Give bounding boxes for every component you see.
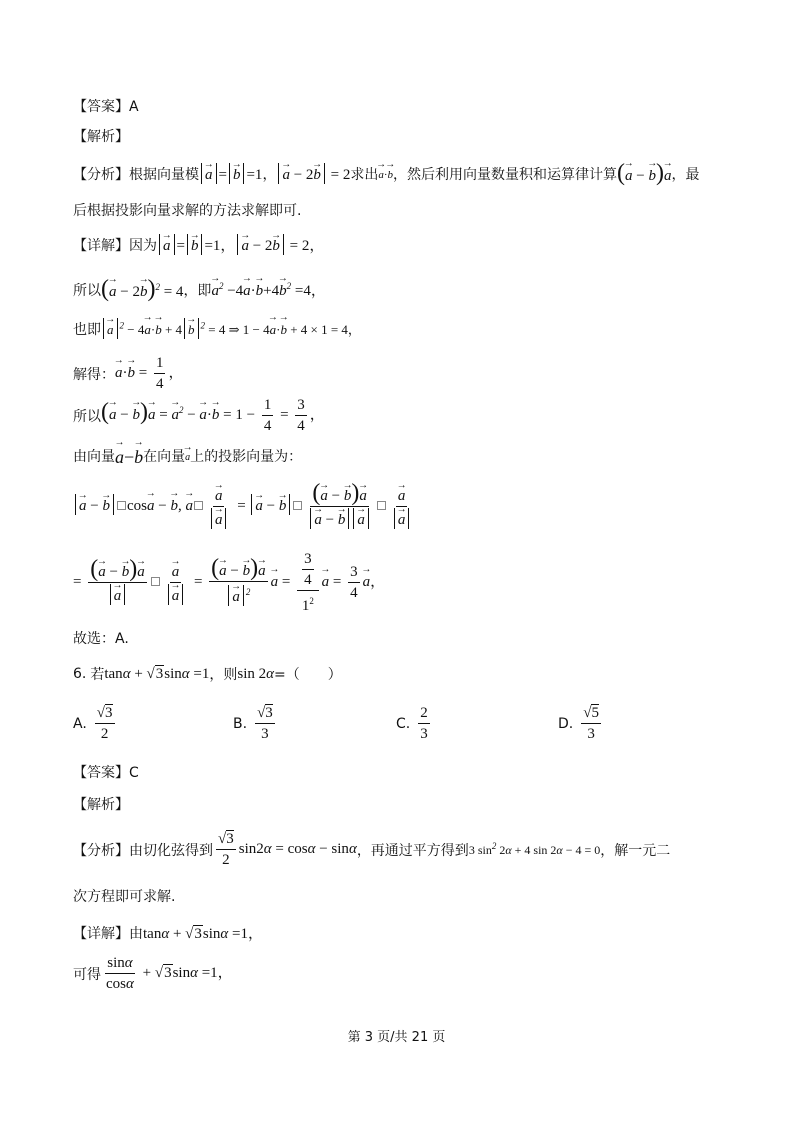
- q5-proj-intro-1: 由向量: [73, 449, 115, 465]
- q5-jiede-label: 解得：: [73, 366, 115, 383]
- q6-option-d-num: 5: [591, 705, 599, 721]
- q6-fenxi-mid: ，再通过平方得到: [356, 842, 469, 859]
- q5-answer: 【答案】A: [73, 99, 139, 115]
- q6-xiangjie-line1: 【详解】由 tanα + √3sinα =1，: [73, 922, 263, 943]
- q5-suoyi2-label: 所以: [73, 408, 101, 425]
- q6-option-b-den: 3: [261, 726, 269, 742]
- q6-stem-ruo: 若: [90, 667, 105, 683]
- q5-guxuan: 故选：A.: [73, 631, 129, 647]
- q5-suoyi-line2: 所以 (→ a − → b)→ a = → $a^2$ − → a·→ b = 1 − $\frac{1}{4}$ = $\frac{3}{4}$ ，: [73, 396, 325, 435]
- q5-fenxi-mid3: ，然后利用向量数量积和运算律计算: [393, 166, 618, 183]
- q6-option-a-den: 2: [100, 726, 109, 742]
- q6-option-b-num: 3: [265, 705, 273, 721]
- q6-fenxi-prefix: 【分析】由切化弦得到: [73, 842, 213, 859]
- q6-option-b: B. $\frac{√3}{3}$: [233, 705, 273, 742]
- q6-stem-end: =（ ）: [274, 667, 342, 683]
- q5-fenxi-prefix: 【分析】根据向量模: [73, 166, 199, 183]
- q6-fenxi-end: ，解一元二: [600, 842, 671, 859]
- q5-yeji-label: 也即: [73, 321, 101, 338]
- q6-option-c: [396, 704, 433, 743]
- q6-fenxi-line2: 次方程即可求解.: [73, 889, 176, 905]
- q6-option-c-letter: C.: [396, 715, 411, 732]
- page-footer: 第 3 页/共 21 页: [347, 1030, 446, 1045]
- q5-fenxi-mid1: ，: [262, 166, 277, 183]
- q6-kede-label: 可得: [73, 966, 101, 983]
- q5-xiangjie-prefix: 【详解】因为: [73, 237, 157, 254]
- q6-option-d-den: 3: [587, 726, 595, 742]
- q6-option-c-den: 3: [420, 726, 428, 742]
- q6-stem-ze: ，则: [209, 667, 238, 683]
- q6-option-a-letter: A.: [73, 715, 87, 732]
- q6-kede-line: 可得 $\frac{\sin\alpha}{\cos\alpha}$ + √3sinα =1，: [73, 955, 233, 992]
- q5-fenxi-line2: 后根据投影向量求解的方法求解即可.: [73, 203, 302, 219]
- q6-xiangjie-prefix: 【详解】由: [73, 925, 143, 942]
- q6-option-a: A. $\frac{√3}{2}$: [73, 705, 113, 742]
- q5-ji-label: ，即: [183, 282, 212, 299]
- q5-fenxi-mid2: 求出: [350, 166, 379, 183]
- q5-fenxi-line1: 【分析】根据向量模 → a =→ b =1 ， → a − 2→ b = 2 求出 → a·→ b ，然后利用向量数量积和运算律计算 (→ a − → b)→ a ，最: [73, 160, 700, 187]
- q6-answer: 【答案】C: [73, 765, 139, 781]
- q6-option-b-letter: B.: [233, 715, 248, 732]
- q6-stem: 6. 若 tanα + √3sinα =1 ，则 sin 2α =（ ）: [73, 665, 342, 683]
- q6-option-c-num: 2: [418, 704, 430, 724]
- q6-analysis-heading: 【解析】: [73, 797, 129, 813]
- q5-proj-intro-2: 在向量: [143, 449, 186, 465]
- q5-proj-intro-3: 上的投影向量为：: [190, 449, 303, 465]
- q5-xiangjie-line1: 【详解】因为 → a =→ b =1，→ a − 2→ b = 2，: [73, 234, 324, 255]
- q6-option-a-num: 3: [105, 705, 113, 721]
- q6-option-d: D. $\frac{√5}{3}$: [558, 705, 599, 742]
- q5-proj-formula-2: = (→ a − → b)→ a → a → a → a = (→ a − → b)→ a → a $^2$ → a = $\frac{\frac{3}{4}}{1^2}$ → a = $\frac{3}{4}$ → a，: [73, 550, 385, 615]
- q5-analysis-heading: 【解析】: [73, 129, 129, 145]
- q5-jiede-line: 解得： → a·→ b = $\frac{1}{4}$ ，: [73, 354, 183, 393]
- q5-suoyi1-label: 所以: [73, 282, 101, 299]
- q5-yeji-line: 也即 → a $^2$ − 4→ a·→ b + 4→ b $^2$ = 4 ⇒ 1 − 4→ a·→ b + 4 × 1 = 4，: [73, 318, 361, 339]
- q5-proj-formula-1: → a − → b cos→ a − → b, → a → a → a = → a − → b (→ a − → b)→ a → a − → b→ a → a → a: [73, 484, 416, 529]
- q5-suoyi-line1: 所以 (→ a − 2→ b)$^2$ = 4 ，即 → $a^2 -4\to a\cdot\to b+4\to b^2 =4$，: [73, 276, 326, 303]
- q5-proj-intro: 由向量 → a−→ b 在向量 → a 上的投影向量为：: [73, 444, 302, 468]
- q5-fenxi-end: ，最: [671, 166, 700, 183]
- q6-fenxi-line1: 【分析】由切化弦得到 $\frac{√3}{2}$ sin2α = cosα − sinα ，再通过平方得到 3 $\sin^2 2\alpha + 4$ sin 2α − 4 = 0 ，解一元二: [73, 831, 671, 868]
- q6-option-d-letter: D.: [558, 715, 574, 732]
- q6-number: 6.: [73, 666, 87, 682]
